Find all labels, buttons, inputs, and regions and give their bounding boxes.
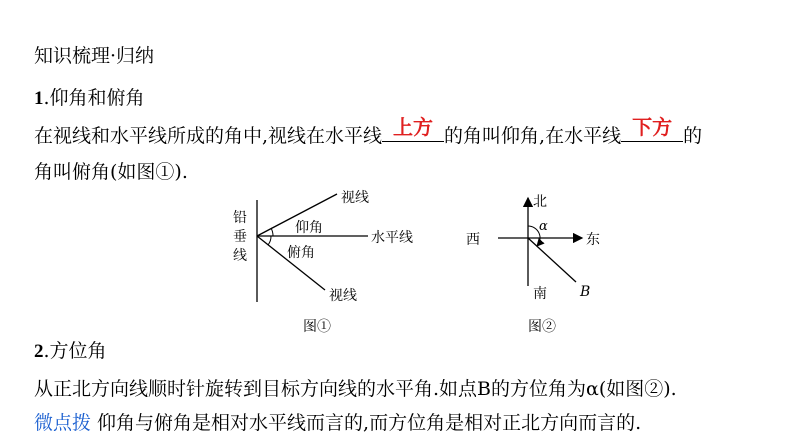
section-1-number: 1 <box>34 88 44 109</box>
section-1-title <box>34 86 145 111</box>
elevation-label: 仰角 <box>295 220 323 236</box>
definition-text-after: 的 <box>683 125 703 147</box>
answer-2: 下方 <box>632 115 673 139</box>
horizontal-label: 水平线 <box>371 230 413 246</box>
section-2-label: .方位角 <box>43 340 107 362</box>
tip-line <box>34 411 641 435</box>
depression-arc <box>268 236 271 245</box>
figure-1-caption: 图① <box>303 319 331 335</box>
section-heading: 知识梳理·归纳 <box>34 45 155 67</box>
south-label: 南 <box>533 286 547 302</box>
section-2-number: 2 <box>34 341 44 362</box>
sight-label-bottom: 视线 <box>329 288 357 304</box>
plumb-label-1: 铅 <box>233 210 247 226</box>
definition-text-before: 在视线和水平线所成的角中,视线在水平线 <box>34 125 383 147</box>
bearing-line <box>528 238 576 282</box>
west-label: 西 <box>466 232 480 248</box>
figure-2-caption: 图② <box>528 319 556 335</box>
plumb-label-3: 线 <box>233 248 247 264</box>
figure-2 <box>460 188 620 340</box>
alpha-label: α <box>539 219 548 234</box>
sight-label-top: 视线 <box>341 190 369 206</box>
answer-1: 上方 <box>393 115 434 139</box>
depression-label: 俯角 <box>287 245 315 261</box>
definition-text-middle: 的角叫仰角,在水平线 <box>444 125 622 147</box>
east-label: 东 <box>586 232 600 248</box>
section-2-title <box>34 339 107 364</box>
definition-line-2: 角叫俯角(如图①). <box>34 161 188 183</box>
elevation-arc <box>271 228 273 236</box>
point-b-label: B <box>580 284 591 300</box>
definition-line-1 <box>34 115 703 148</box>
plumb-label-2: 垂 <box>233 229 247 245</box>
tip-text: 仰角与俯角是相对水平线而言的,而方位角是相对正北方向而言的. <box>91 412 642 434</box>
bearing-definition: 从正北方向线顺时针旋转到目标方向线的水平角.如点B的方位角为α(如图②). <box>34 378 677 400</box>
tip-label: 微点拨 <box>34 412 92 434</box>
answer-blank-1 <box>382 115 444 142</box>
north-label: 北 <box>533 194 547 210</box>
section-1-label: .仰角和俯角 <box>43 87 145 109</box>
figure-1 <box>225 180 445 340</box>
answer-blank-2 <box>621 115 683 142</box>
